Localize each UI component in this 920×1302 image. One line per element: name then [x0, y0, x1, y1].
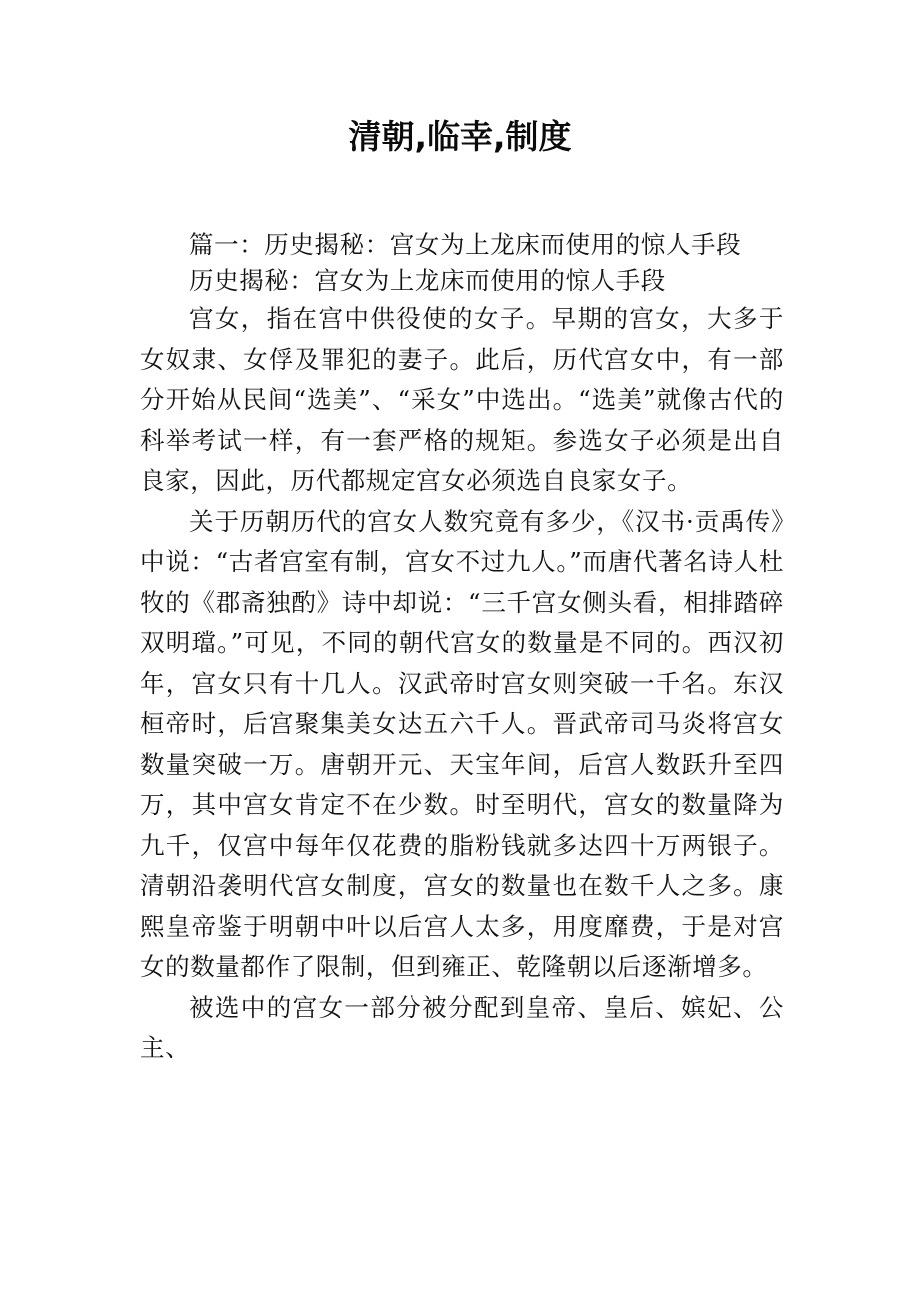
section-heading: 篇一：历史揭秘：宫女为上龙床而使用的惊人手段 — [189, 230, 742, 259]
paragraph-intro: 宫女，指在宫中供役使的女子。早期的宫女，大多于女奴隶、女俘及罪犯的妻子。此后，历代宫女中，有一部分开始从民间“选美”、“采女”中选出。“选美”就像古代的科举考试一样，有一套严格的规矩。参选女子必须是出自良家，因此，历代都规定宫女必须选自良家女子。 — [140, 304, 784, 495]
document-title: 清朝,临幸,制度 — [348, 117, 572, 156]
paragraph-assignment: 被选中的宫女一部分被分配到皇帝、皇后、嫔妃、公主、 — [140, 992, 784, 1062]
document-body — [140, 227, 784, 1069]
article-heading: 历史揭秘：宫女为上龙床而使用的惊人手段 — [189, 266, 666, 295]
paragraph-numbers: 关于历朝历代的宫女人数究竟有多少，《汉书·贡禹传》中说：“古者宫室有制，宫女不过九人。”而唐代著名诗人杜牧的《郡斋独酌》诗中却说：“三千宫女侧头看，相排踏碎双明璫。”可见，不同的朝代宫女的数量是不同的。西汉初年，宫女只有十几人。汉武帝时宫女则突破一千名。东汉桓帝时，后宫聚集美女达五六千人。晋武帝司马炎将宫女数量突破一万。唐朝开元、天宝年间，后宫人数跃升至四万，其中宫女肯定不在少数。时至明代，宫女的数量降为九千，仅宫中每年仅花费的脂粉钱就多达四十万两银子。清朝沿袭明代宫女制度，宫女的数量也在数千人之多。康熙皇帝鉴于明朝中叶以后宫人太多，用度靡费，于是对宫女的数量都作了限制，但到雍正、乾隆朝以后逐渐增多。 — [140, 506, 784, 981]
